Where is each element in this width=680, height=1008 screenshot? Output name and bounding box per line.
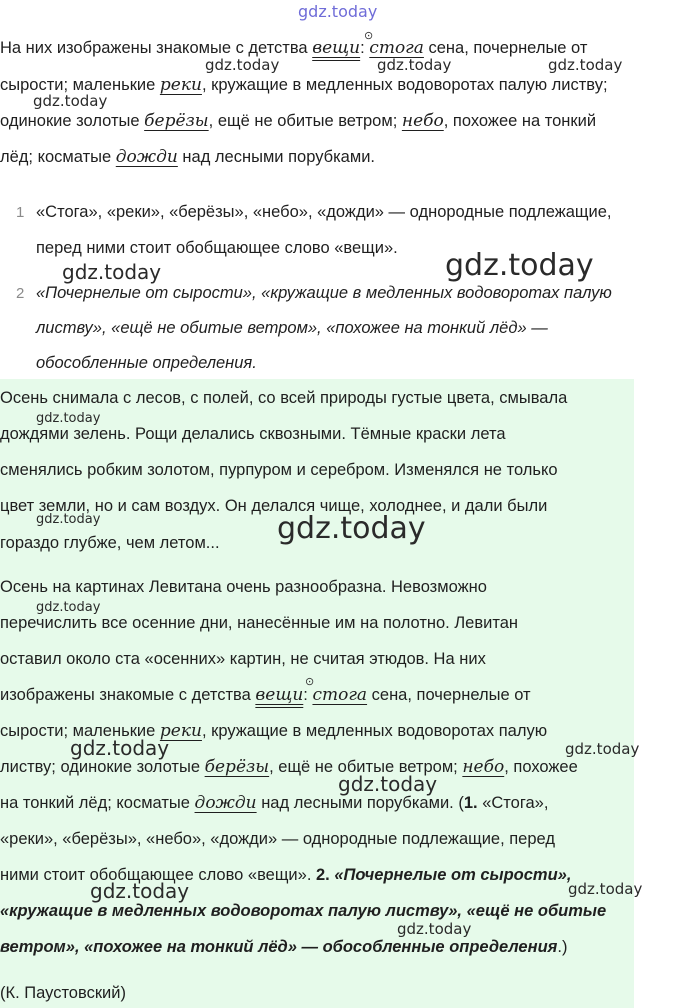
generalizing-word: вещи <box>312 38 361 58</box>
watermark: gdz.today <box>70 736 170 760</box>
subject-word: небо <box>401 111 444 131</box>
paragraph-line: цвет земли, но и сам воздух. Он делался чище, холоднее, и дали были <box>0 497 548 515</box>
watermark: gdz.today <box>62 260 162 284</box>
paragraph-line: гораздо глубже, чем летом... <box>0 534 220 552</box>
stress-mark: ⊙ <box>364 30 374 42</box>
excerpt-line: сырости; маленькие реки, кружащие в медленных водоворотах палую листву; <box>0 75 608 95</box>
watermark: gdz.today <box>298 2 378 21</box>
paragraph-line: сырости; маленькие реки, кружащие в медленных водоворотах палую <box>0 721 548 741</box>
paragraph-line: Осень на картинах Левитана очень разнообразна. Невозможно <box>0 578 487 596</box>
answer-number: 2 <box>16 285 25 302</box>
watermark: gdz.today <box>36 600 101 615</box>
paragraph-line: дождями зелень. Рощи делались сквозными. Тёмные краски лета <box>0 425 506 443</box>
excerpt-line: На них изображены знакомые с детства вещи: стога сена, почернелые от <box>0 38 588 58</box>
subject-word: берёзы <box>204 757 270 777</box>
excerpt-line: одинокие золотые берёзы, ещё не обитые ветром; небо, похожее на тонкий <box>0 111 597 131</box>
answer-line: листву», «ещё не обитые ветром», «похожее на тонкий лёд» — <box>36 319 548 337</box>
subject-word: реки <box>159 75 202 95</box>
paragraph-line: ними стоит обобщающее слово «вещи». 2. «Почернелые от сырости», <box>0 866 572 884</box>
answer-line: «Стога», «реки», «берёзы», «небо», «дожди» — однородные подлежащие, <box>36 203 612 221</box>
watermark: gdz.today <box>90 879 190 903</box>
watermark: gdz.today <box>548 56 623 74</box>
paragraph-line: ветром», «похожее на тонкий лёд» — обособленные определения.) <box>0 938 568 956</box>
watermark: gdz.today <box>377 56 452 74</box>
subject-word: дожди <box>194 793 257 813</box>
subject-word: дожди <box>115 147 178 167</box>
paragraph-line: листву; одинокие золотые берёзы, ещё не обитые ветром; небо, похожее <box>0 757 578 777</box>
watermark: gdz.today <box>565 740 640 758</box>
watermark: gdz.today <box>445 248 594 283</box>
watermark: gdz.today <box>36 512 101 527</box>
watermark: gdz.today <box>338 772 438 796</box>
subject-word: стога <box>312 685 368 705</box>
paragraph-line: сменялись робким золотом, пурпуром и серебром. Изменялся не только <box>0 461 558 479</box>
paragraph-line: «кружащие в медленных водоворотах палую листву», «ещё не обитые <box>0 902 607 920</box>
paragraph-line: «реки», «берёзы», «небо», «дожди» — однородные подлежащие, перед <box>0 830 555 848</box>
subject-word: берёзы <box>144 111 209 131</box>
subject-word: небо <box>462 757 505 777</box>
answer-line: «Почернелые от сырости», «кружащие в медленных водоворотах палую <box>36 284 612 302</box>
paragraph-line: изображены знакомые с детства вещи: стога сена, почернелые от <box>0 685 531 705</box>
answer-line: перед ними стоит обобщающее слово «вещи». <box>36 239 398 257</box>
watermark: gdz.today <box>36 411 101 426</box>
author-citation: (К. Паустовский) <box>0 984 126 1002</box>
subject-word: стога <box>369 38 424 58</box>
watermark: gdz.today <box>277 511 426 546</box>
watermark: gdz.today <box>205 56 280 74</box>
stress-mark: ⊙ <box>305 676 315 688</box>
excerpt-line: лёд; косматые дожди над лесными порубками. <box>0 147 375 167</box>
paragraph-line: на тонкий лёд; косматые дожди над лесными порубками. (1. «Стога», <box>0 793 549 813</box>
subject-word: реки <box>159 721 202 741</box>
generalizing-word: вещи <box>255 685 304 705</box>
paragraph-line: Осень снимала с лесов, с полей, со всей природы густые цвета, смывала <box>0 389 568 407</box>
answer-line: обособленные определения. <box>36 354 257 372</box>
watermark: gdz.today <box>568 880 643 898</box>
watermark: gdz.today <box>397 920 472 938</box>
watermark: gdz.today <box>33 92 108 110</box>
paragraph-line: перечислить все осенние дни, нанесённые им на полотно. Левитан <box>0 614 518 632</box>
paragraph-line: оставил около ста «осенних» картин, не считая этюдов. На них <box>0 650 486 668</box>
answer-number: 1 <box>16 204 25 221</box>
